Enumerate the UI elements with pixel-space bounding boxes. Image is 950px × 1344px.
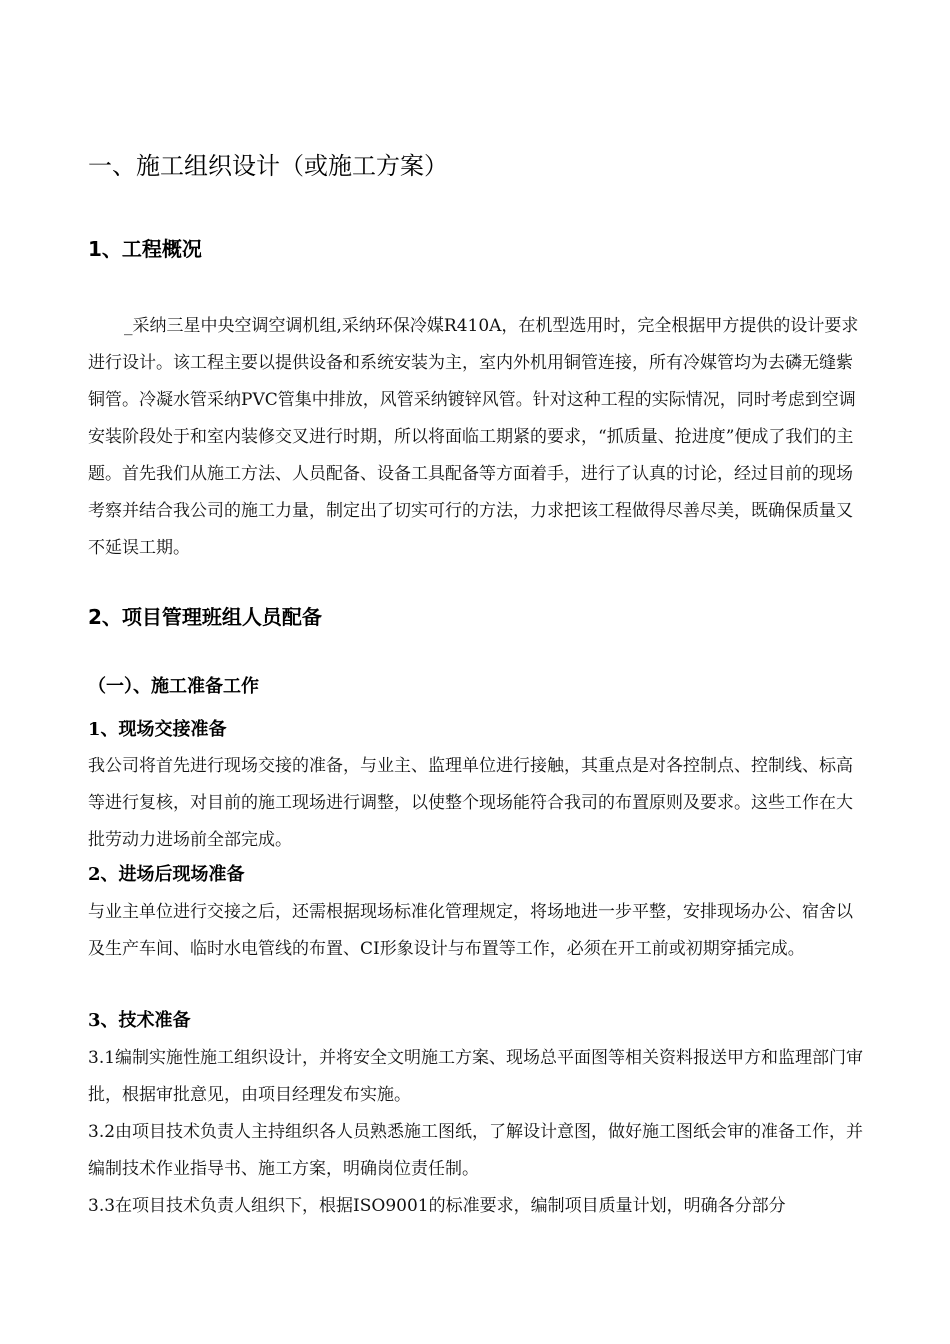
technical-preparation-paragraph-3-1: 3.1编制实施性施工组织设计，并将安全文明施工方案、现场总平面图等相关资料报送甲方和监理部门审批，根据审批意见，由项目经理发布实施。 (88, 1048, 864, 1105)
technical-preparation-paragraph-3-3: 3.3在项目技术负责人组织下，根据ISO9001的标准要求，编制项目质量计划，明确各分部分 (88, 1196, 786, 1216)
item-heading-post-entry-preparation: 2、进场后现场准备 (88, 864, 245, 885)
section-heading-staffing: 2、项目管理班组人员配备 (88, 605, 322, 629)
subsection-heading-preparation: （一）、施工准备工作 (88, 676, 259, 697)
post-entry-preparation-paragraph: 与业主单位进行交接之后，还需根据现场标准化管理规定，将场地进一步平整，安排现场办公、宿舍以及生产车间、临时水电管线的布置、CI形象设计与布置等工作，必须在开工前或初期穿插完成。 (88, 902, 853, 959)
item-heading-site-handover: 1、现场交接准备 (88, 719, 227, 740)
site-handover-paragraph: 我公司将首先进行现场交接的准备，与业主、监理单位进行接触，其重点是对各控制点、控制线、标高等进行复核，对目前的施工现场进行调整，以使整个现场能符合我司的布置原则及要求。这些工作在大批劳动力进场前全部完成。 (88, 756, 853, 850)
item-heading-technical-preparation: 3、技术准备 (88, 1010, 191, 1031)
technical-preparation-paragraph-3-2: 3.2由项目技术负责人主持组织各人员熟悉施工图纸，了解设计意图，做好施工图纸会审的准备工作，并编制技术作业指导书、施工方案，明确岗位责任制。 (88, 1122, 864, 1179)
section-heading-project-overview: 1、工程概况 (88, 237, 202, 261)
document-title: 一、施工组织设计（或施工方案） (88, 152, 448, 180)
project-overview-paragraph: _采纳三星中央空调空调机组,采纳环保冷媒R410A，在机型选用时，完全根据甲方提供的设计要求进行设计。该工程主要以提供设备和系统安装为主，室内外机用铜管连接，所有冷媒管均为去磷无缝紫铜管。冷凝水管采纳PVC管集中排放，风管采纳镀锌风管。针对这种工程的实际情况，同时考虑到空调安装阶段处于和室内装修交叉进行时期，所以将面临工期紧的要求，“抓质量、抢进度”便成了我们的主题。首先我们从施工方法、人员配备、设备工具配备等方面着手，进行了认真的讨论，经过目前的现场考察并结合我公司的施工力量，制定出了切实可行的方法，力求把该工程做得尽善尽美，既确保质量又不延误工期。 (88, 316, 859, 558)
